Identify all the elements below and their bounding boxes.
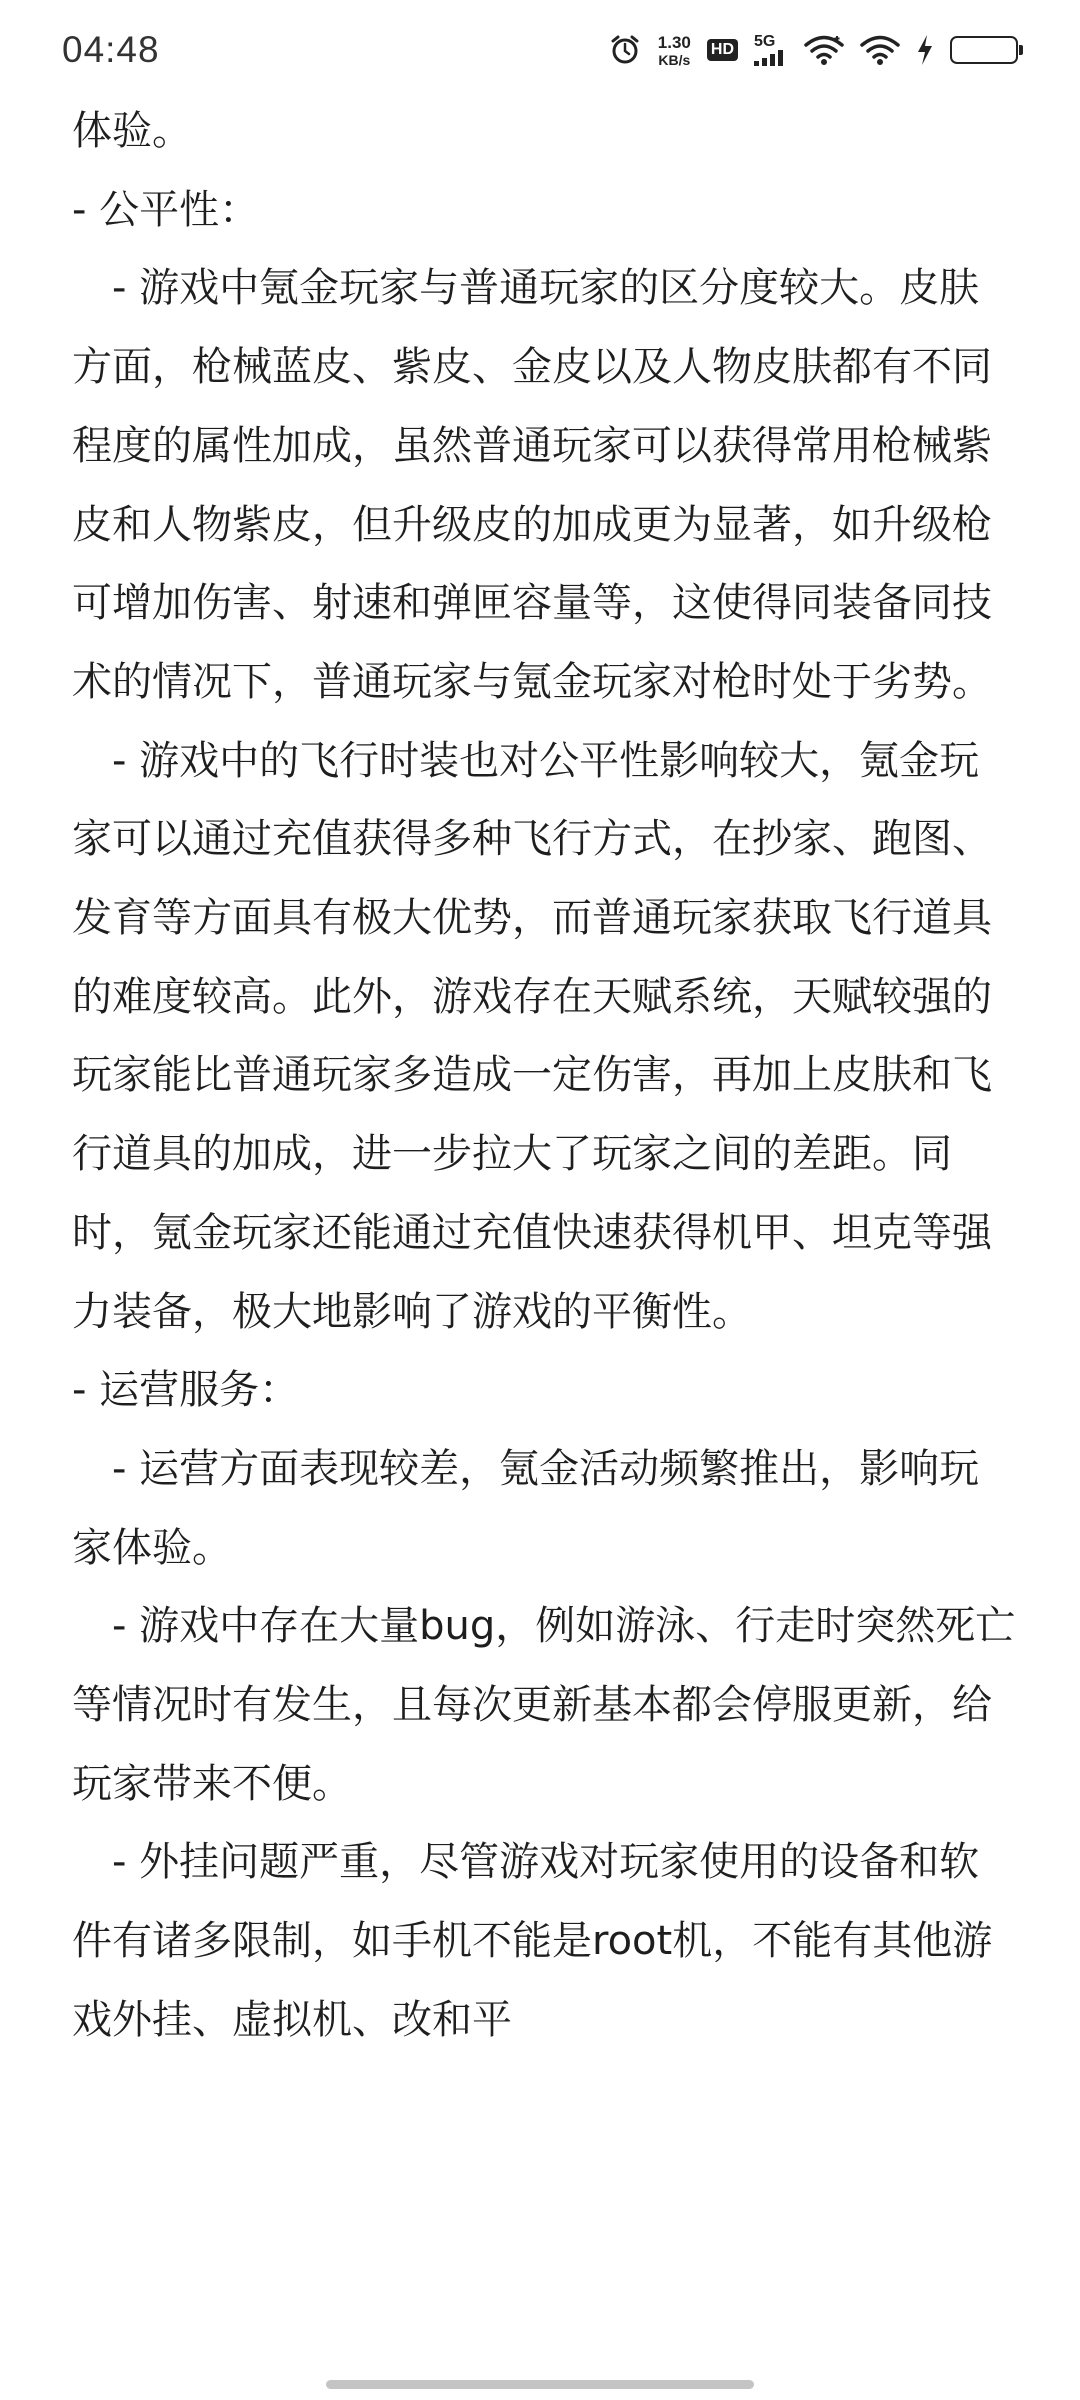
article-paragraph: - 运营方面表现较差，氪金活动频繁推出，影响玩家体验。 xyxy=(72,1445,980,1571)
network-speed xyxy=(658,34,691,67)
alarm-icon xyxy=(608,33,642,67)
article-heading-operations: - 运营服务： xyxy=(72,1367,300,1414)
article-paragraph: - 外挂问题严重，尽管游戏对玩家使用的设备和软件有诸多限制，如手机不能是root机，不能有其他游戏外挂、虚拟机、改和平 xyxy=(72,1839,993,2043)
home-indicator[interactable] xyxy=(326,2380,754,2389)
article-paragraph: - 游戏中的飞行时装也对公平性影响较大，氪金玩家可以通过充值获得多种飞行方式，在抄家、跑图、发育等方面具有极大优势，而普通玩家获取飞行道具的难度较高。此外，游戏存在天赋系统，天赋较强的玩家能比普通玩家多造成一定伤害，再加上皮肤和飞行道具的加成，进一步拉大了玩家之间的差距。同时，氪金玩家还能通过充值快速获得机甲、坦克等强力装备，极大地影响了游戏的平衡性。 xyxy=(72,737,992,1335)
article-content xyxy=(72,92,1018,2060)
article-paragraph: - 游戏中存在大量bug，例如游泳、行走时突然死亡等情况时有发生，且每次更新基本都会停服更新，给玩家带来不便。 xyxy=(72,1603,1016,1807)
cellular-signal-icon xyxy=(754,34,788,66)
status-time: 04:48 xyxy=(62,29,160,70)
status-bar xyxy=(0,0,1080,100)
network-type-label: 5G xyxy=(754,33,776,50)
network-speed-value: 1.30 xyxy=(657,32,691,52)
wifi-icon xyxy=(804,34,844,66)
status-icons xyxy=(608,33,1018,67)
article-paragraph: 体验。 xyxy=(72,108,192,154)
article-heading-fairness: - 公平性： xyxy=(72,186,260,233)
wifi-icon xyxy=(860,34,900,66)
hd-icon: HD xyxy=(707,39,738,61)
battery-icon xyxy=(950,36,1018,64)
network-speed-unit: KB/s xyxy=(658,51,691,68)
article-paragraph: - 游戏中氪金玩家与普通玩家的区分度较大。皮肤方面，枪械蓝皮、紫皮、金皮以及人物皮肤都有不同程度的属性加成，虽然普通玩家可以获得常用枪械紫皮和人物紫皮，但升级皮的加成更为显著，如升级枪可增加伤害、射速和弹匣容量等，这使得同装备同技术的情况下，普通玩家与氪金玩家对枪时处于劣势。 xyxy=(72,265,992,705)
charging-icon xyxy=(916,34,934,66)
